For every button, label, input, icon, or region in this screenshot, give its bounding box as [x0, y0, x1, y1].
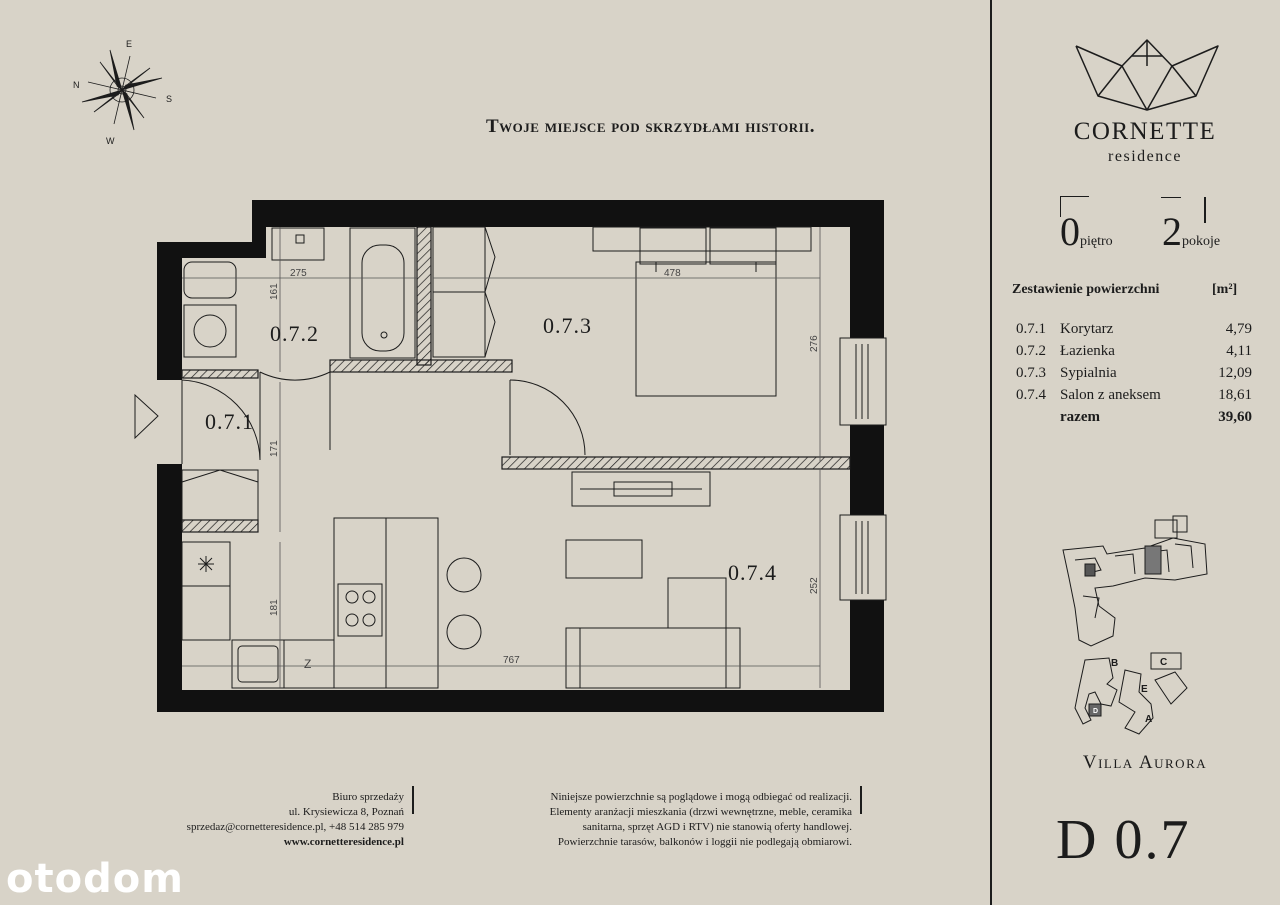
dim-161: 161: [269, 283, 280, 300]
row-code: 0.7.1: [1016, 320, 1046, 337]
table-row: [1016, 318, 1252, 340]
dim-275: 275: [290, 268, 307, 279]
disclaimer-line: sanitarna, sprzęt AGD i RTV) nie stanowią oferty handlowej.: [582, 821, 852, 833]
compass-n: N: [73, 80, 80, 90]
office-line: ul. Krysiewicza 8, Poznań: [288, 806, 404, 818]
building-c: C: [1160, 657, 1168, 668]
row-name: Sypialnia: [1060, 364, 1117, 381]
office-link[interactable]: www.cornetteresidence.pl: [283, 836, 404, 848]
total-label: razem: [1060, 408, 1100, 425]
dim-171: 171: [269, 440, 280, 457]
villa-name: Villa Aurora: [1082, 752, 1208, 773]
area-table: [1016, 318, 1252, 428]
building-b: B: [1111, 658, 1119, 669]
panel-divider: [990, 0, 992, 905]
compass-w: W: [106, 136, 115, 146]
exterior-walls: [157, 200, 884, 712]
room-label-071: 0.7.1: [205, 409, 254, 434]
apartment-code: D 0.7: [1056, 809, 1191, 871]
disclaimer: [500, 790, 852, 850]
office-line[interactable]: sprzedaz@cornetteresidence.pl, +48 514 285 979: [186, 821, 404, 833]
table-row: [1016, 362, 1252, 384]
row-name: Korytarz: [1060, 320, 1114, 337]
row-code: 0.7.3: [1016, 364, 1046, 381]
row-area: 18,61: [1218, 386, 1252, 403]
dim-767: 767: [503, 655, 520, 666]
row-area: 4,11: [1226, 342, 1252, 359]
rooms-label: pokoje: [1182, 234, 1221, 249]
summary-unit: [m²]: [1212, 282, 1238, 297]
rooms-stat: [1162, 209, 1221, 254]
fridge-marker: Z: [304, 657, 312, 671]
dim-252: 252: [809, 577, 820, 594]
summary-title: Zestawienie powierzchni: [1012, 282, 1160, 297]
row-name: Salon z aneksem: [1060, 386, 1161, 403]
row-area: 12,09: [1218, 364, 1252, 381]
row-name: Łazienka: [1060, 342, 1115, 359]
building-d: D: [1093, 708, 1099, 715]
sales-office: [170, 790, 404, 850]
total-area: 39,60: [1218, 408, 1252, 425]
total-row: [1016, 406, 1252, 428]
office-tick: [412, 786, 414, 814]
entry-arrow: [135, 395, 158, 438]
disclaimer-line: Elementy aranżacji mieszkania (drzwi wewnętrzne, meble, ceramika: [549, 806, 852, 818]
brand-name: CORNETTE: [1073, 118, 1217, 145]
room-label-072: 0.7.2: [270, 321, 319, 346]
floor-plan: [130, 190, 900, 720]
tagline: Twoje miejsce pod skrzydłami historii.: [486, 116, 815, 137]
watermark-logo: otodom: [6, 856, 184, 902]
floor-stat: [1060, 209, 1113, 254]
building-e: E: [1141, 684, 1148, 695]
floor-label: piętro: [1080, 234, 1113, 249]
disclaimer-line: Niniejsze powierzchnie są poglądowe i mogą odbiegać od realizacji.: [550, 791, 852, 803]
table-row: [1016, 340, 1252, 362]
room-label-073: 0.7.3: [543, 313, 592, 338]
table-row: [1016, 384, 1252, 406]
row-code: 0.7.4: [1016, 386, 1046, 403]
disclaimer-tick: [860, 786, 862, 814]
room-label-074: 0.7.4: [728, 560, 777, 585]
disclaimer-line: Powierzchnie tarasów, balkonów i loggii nie podlegają obmiarowi.: [557, 836, 852, 848]
compass-e: E: [126, 39, 133, 49]
dim-276: 276: [809, 335, 820, 352]
compass-rose-icon: [70, 38, 180, 148]
rooms-value: 2: [1162, 209, 1182, 254]
dim-181: 181: [269, 599, 280, 616]
site-plan-map: [1055, 508, 1225, 753]
row-area: 4,79: [1225, 320, 1252, 337]
compass-s: S: [166, 94, 173, 104]
building-a: A: [1145, 714, 1153, 725]
brand-subtitle: residence: [1108, 148, 1182, 165]
office-line: Biuro sprzedaży: [332, 791, 404, 803]
dim-478: 478: [664, 268, 681, 279]
floor-value: 0: [1060, 209, 1080, 254]
row-code: 0.7.2: [1016, 342, 1046, 359]
crown-logo-icon: [1072, 38, 1222, 118]
